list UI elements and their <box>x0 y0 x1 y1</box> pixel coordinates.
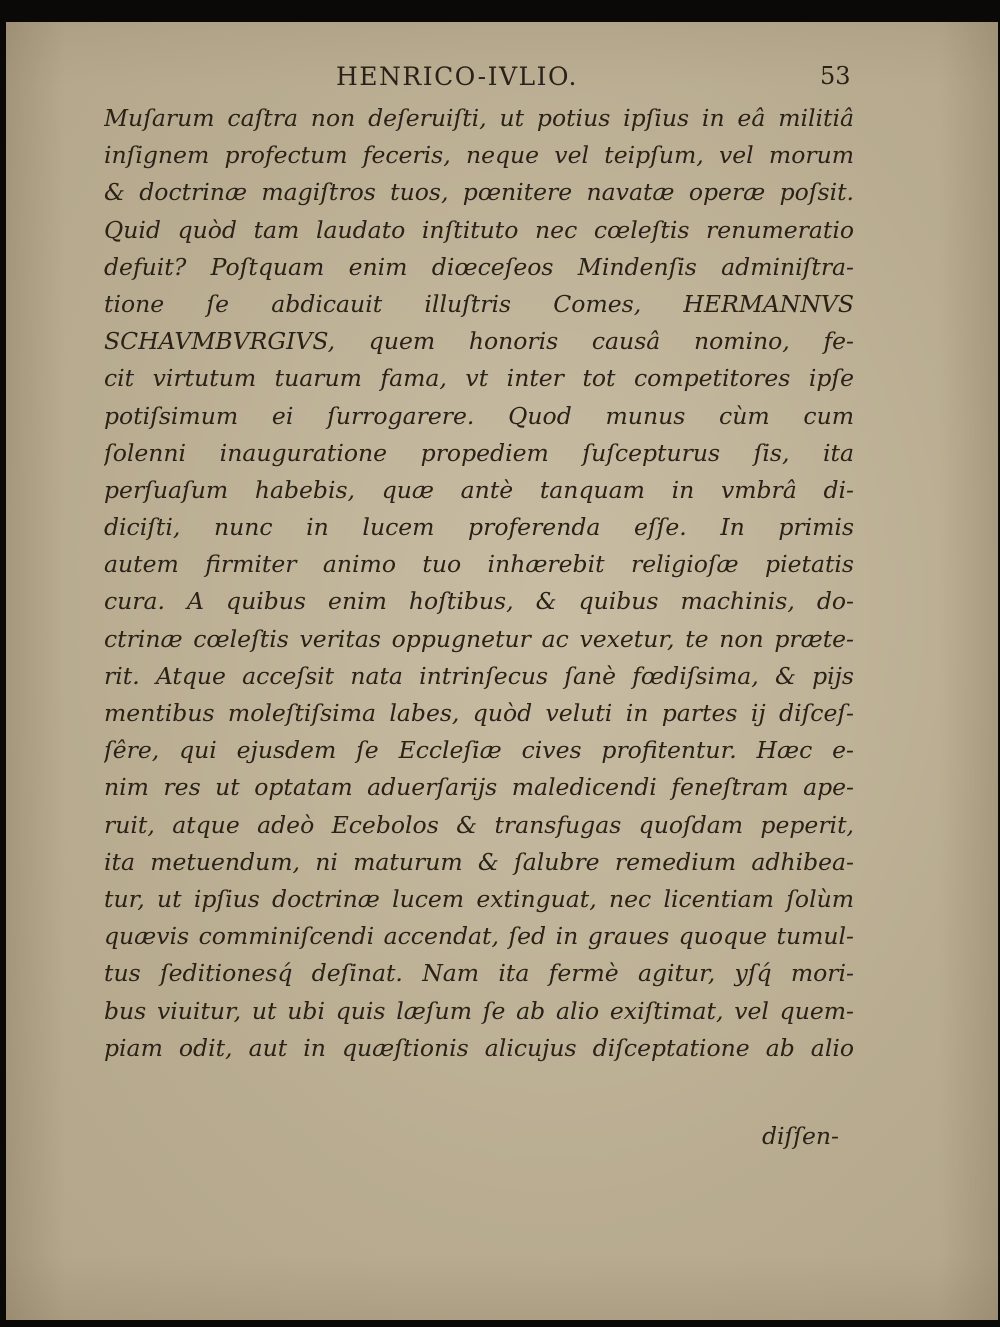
text-line: bus viuitur, ut ubi quis læſum ſe ab alio exiſtimat, vel quem- <box>104 996 854 1025</box>
text-line: potiſsimum ei ſurrogarere. Quod munus cùm cum <box>104 401 854 430</box>
text-line: defuit? Poſtquam enim diœceſeos Mindenſis adminiſtra- <box>104 252 854 281</box>
text-line: quævis comminiſcendi accendat, ſed in graues quoque tumul- <box>104 922 854 951</box>
text-line: cit virtutum tuarum fama, vt inter tot competitores ipſe <box>104 364 854 393</box>
text-line: autem firmiter animo tuo inhærebit religioſæ pietatis <box>104 550 854 579</box>
text-line: ſolenni inauguratione propediem ſuſcepturus ſis, ita <box>104 438 854 467</box>
text-line: ruit, atque adeò Ecebolos & transfugas quoſdam peperit, <box>104 810 854 839</box>
text-line: tur, ut ipſius doctrinæ lucem extinguat, nec licentiam ſolùm <box>104 884 854 913</box>
text-line: cura. A quibus enim hoſtibus, & quibus machinis, do- <box>104 587 854 616</box>
text-line: Muſarum caſtra non deſeruiſti, ut potius ipſius in eâ militiâ <box>104 104 854 132</box>
text-line: ctrinæ cœleſtis veritas oppugnetur ac vexetur, te non præte- <box>104 624 854 653</box>
text-line: inſignem profectum feceris, neque vel teipſum, vel morum <box>104 141 854 170</box>
text-line: ita metuendum, ni maturum & ſalubre remedium adhibea- <box>104 847 854 876</box>
text-line: Quid quòd tam laudato inſtituto nec cœleſtis renumeratio <box>104 215 854 244</box>
text-line: tione ſe abdicauit illuſtris Comes, HERMANNVS <box>104 289 854 318</box>
text-line: nim res ut optatam aduerſarijs maledicendi feneſtram ape- <box>104 773 854 802</box>
catchword: diſſen- <box>762 1122 839 1150</box>
text-line: perſuaſum habebis, quæ antè tanquam in vmbrâ di- <box>104 475 854 504</box>
text-line: mentibus moleſtiſsima labes, quòd veluti in partes ij diſceſ- <box>104 699 854 727</box>
page-number: 53 <box>820 62 851 90</box>
text-line: diciſti, nunc in lucem proferenda eſſe. In primis <box>104 513 854 542</box>
text-line: ſêre, qui ejusdem ſe Eccleſiæ cives profitentur. Hæc e- <box>104 736 854 765</box>
text-line: & doctrinæ magiſtros tuos, pœnitere navatæ operæ poſsit. <box>104 178 854 207</box>
text-line: SCHAVMBVRGIVS, quem honoris causâ nomino, fe- <box>104 327 854 356</box>
text-line: rit. Atque acceſsit nata intrinſecus ſanè fœdiſsima, & pijs <box>104 661 854 690</box>
running-head: HENRICO-IVLIO. <box>336 62 578 91</box>
text-line: piam odit, aut in quæſtionis alicujus diſceptatione ab alio <box>104 1033 854 1062</box>
text-line: tus ſeditionesq́ deſinat. Nam ita fermè agitur, yſq́ mori- <box>104 959 854 988</box>
body-text <box>104 100 854 1067</box>
book-page <box>6 22 998 1320</box>
